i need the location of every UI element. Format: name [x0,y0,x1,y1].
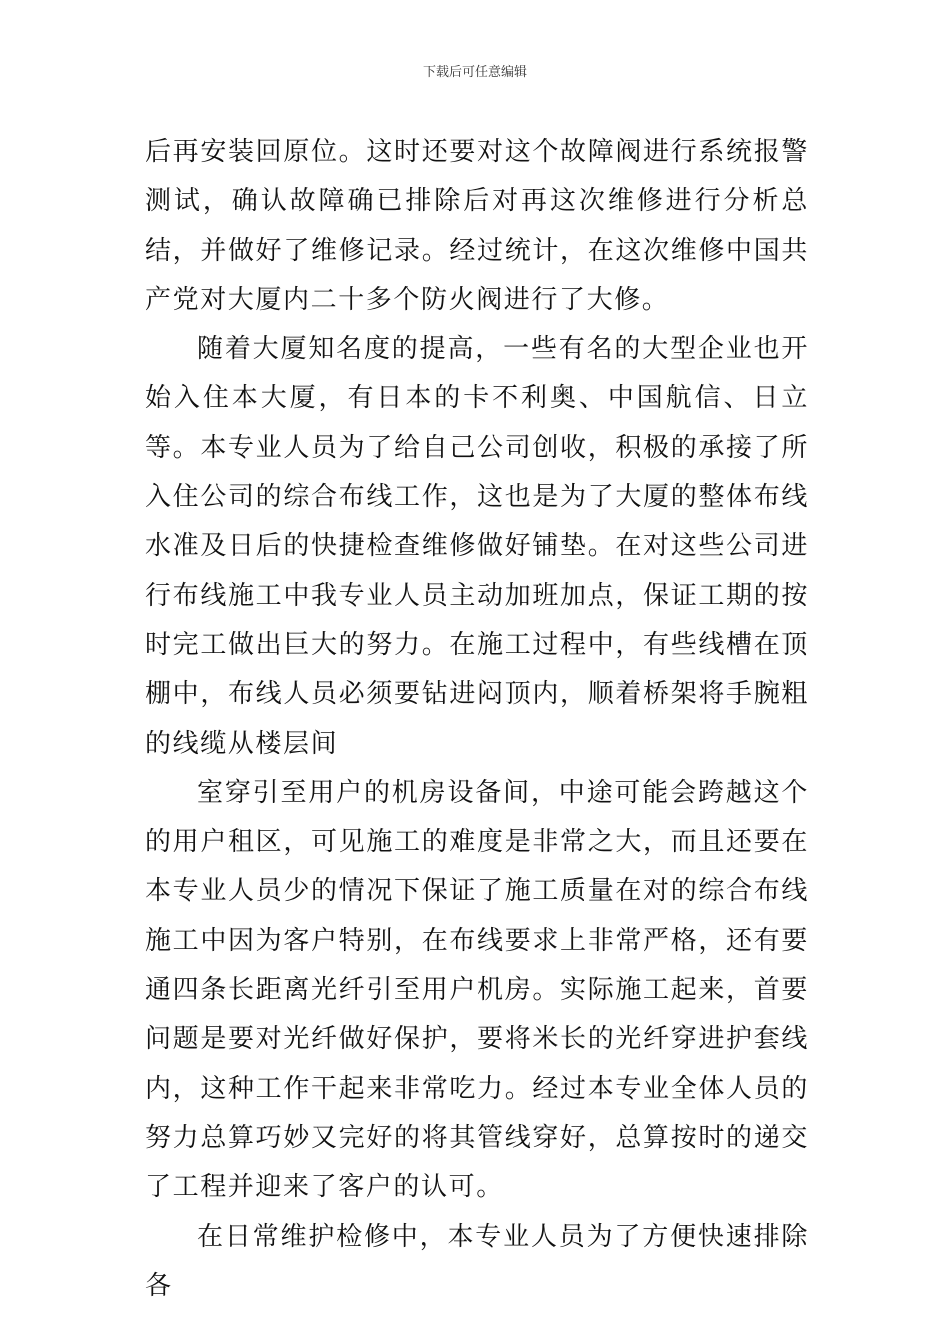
paragraph-fiber-installation: 室穿引至用户的机房设备间，中途可能会跨越这个的用户租区，可见施工的难度是非常之大，而且还要在本专业人员少的情况下保证了施工质量在对的综合布线施工中因为客户特别，在布线要求上非常严格，还有要通四条长距离光纤引至用户机房。实际施工起来，首要问题是要对光纤做好保护，要将米长的光纤穿进护套线内，这种工作干起来非常吃力。经过本专业全体人员的努力总算巧妙又完好的将其管线穿好，总算按时的递交了工程并迎来了客户的认可。 [145,777,809,1203]
document-body [145,128,809,1311]
paragraph-tenants-cabling: 随着大厦知名度的提高，一些有名的大型企业也开始入住本大厦，有日本的卡不利奥、中国航信、日立等。本专业人员为了给自己公司创收，积极的承接了所入住公司的综合布线工作，这也是为了大厦的整体布线水准及日后的快捷检查维修做好铺垫。在对这些公司进行布线施工中我专业人员主动加班加点，保证工期的按时完工做出巨大的努力。在施工过程中，有些线槽在顶棚中，布线人员必须要钻进闷顶内，顺着桥架将手腕粗的线缆从楼层间 [145,334,809,759]
paragraph-daily-maintenance: 在日常维护检修中，本专业人员为了方便快速排除各 [145,1221,809,1301]
paragraph-continuation: 后再安装回原位。这时还要对这个故障阀进行系统报警测试，确认故障确已排除后对再这次维修进行分析总结，并做好了维修记录。经过统计，在这次维修中国共产党对大厦内二十多个防火阀进行了大修。 [145,137,809,315]
page-header: 下载后可任意编辑 [422,65,527,80]
